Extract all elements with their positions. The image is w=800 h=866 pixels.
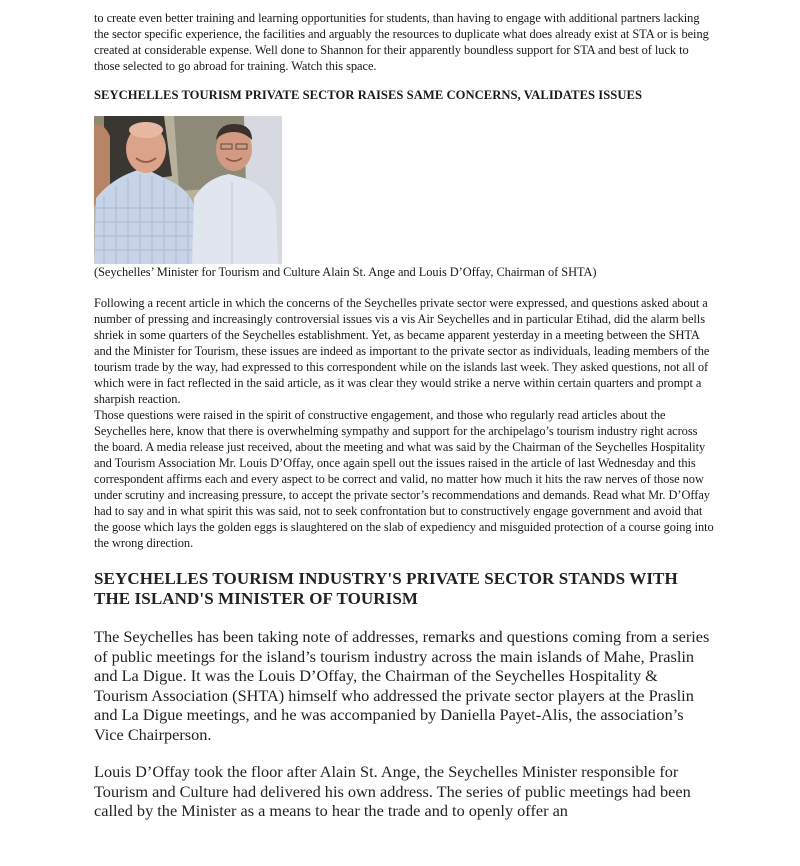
photo-caption: (Seychelles’ Minister for Tourism and Culture Alain St. Ange and Louis D’Offay, Chairman of SHTA) xyxy=(94,265,597,279)
body-paragraph: The Seychelles has been taking note of addresses, remarks and questions coming from a series of public meetings for the island’s tourism industry across the main islands of Mahe, Praslin and La Digue. It was the Louis D’Offay, the Chairman of the Seychelles Hospitality & Tourism Association (SHTA) himself who addressed the private sector players at the Praslin and La Digue meetings, and he was accompanied by Daniella Payet-Alis, the association’s Vice Chairperson. xyxy=(94,627,710,744)
section-heading-private-sector-concerns: SEYCHELLES TOURISM PRIVATE SECTOR RAISES SAME CONCERNS, VALIDATES ISSUES xyxy=(94,88,642,102)
photo-illustration xyxy=(94,116,282,264)
photo-left-man-bald-top xyxy=(129,122,163,138)
photo-minister-and-chairman xyxy=(94,116,282,264)
section-heading-private-sector-stands-with-minister: SEYCHELLES TOURISM INDUSTRY'S PRIVATE SECTOR STANDS WITH THE ISLAND'S MINISTER OF TOURISM xyxy=(94,569,678,608)
body-paragraph: Those questions were raised in the spirit of constructive engagement, and those who regularly read articles about the Seychelles here, know that there is overwhelming sympathy and support for the archipelago’s tourism industry right across the board. A media release just received, about the meeting and what was said by the Chairman of the Seychelles Hospitality and Tourism Association Mr. Louis D’Offay, once again spell out the issues raised in the article of last Wednesday and this correspondent affirms each and every aspect to be correct and valid, no matter how much it hits the raw nerves of those now under scrutiny and increasing pressure, to accept the private sector’s recommendations and demands. Read what Mr. D’Offay had to say and in what spirit this was said, not to seek confrontation but to constructively engage government and avoid that the goose which lays the golden eggs is slaughtered on the slab of expediency and misguided protection of a course going into the wrong direction. xyxy=(94,408,714,550)
intro-paragraph: to create even better training and learning opportunities for students, than having to engage with additional partners lacking the sector specific experience, the facilities and arguably the resources to duplicate what does already exist at STA or is being created at considerable expense. Well done to Shannon for their apparently boundless support for STA and best of luck to those selected to go abroad for training. Watch this space. xyxy=(94,11,709,73)
body-paragraph: Louis D’Offay took the floor after Alain St. Ange, the Seychelles Minister responsible for Tourism and Culture had delivered his own address. The series of public meetings had been called by the Minister as a means to hear the trade and to openly offer an xyxy=(94,762,691,821)
body-paragraph: Following a recent article in which the concerns of the Seychelles private sector were expressed, and questions asked about a number of pressing and increasingly controversial issues vis a vis Air Seychelles and in particular Etihad, did the alarm bells shriek in some quarters of the Seychelles establishment. Yet, as became apparent yesterday in a meeting between the SHTA and the Minister for Tourism, these issues are indeed as important to the private sector as individuals, leading members of the tourism trade by the way, had expressed to this correspondent while on the islands last week. They asked questions, not all of which were in fact reflected in the said article, as it was clear they would strike a nerve within certain quarters and prompt a sharpish reaction. xyxy=(94,296,710,406)
section1-body xyxy=(94,295,714,551)
